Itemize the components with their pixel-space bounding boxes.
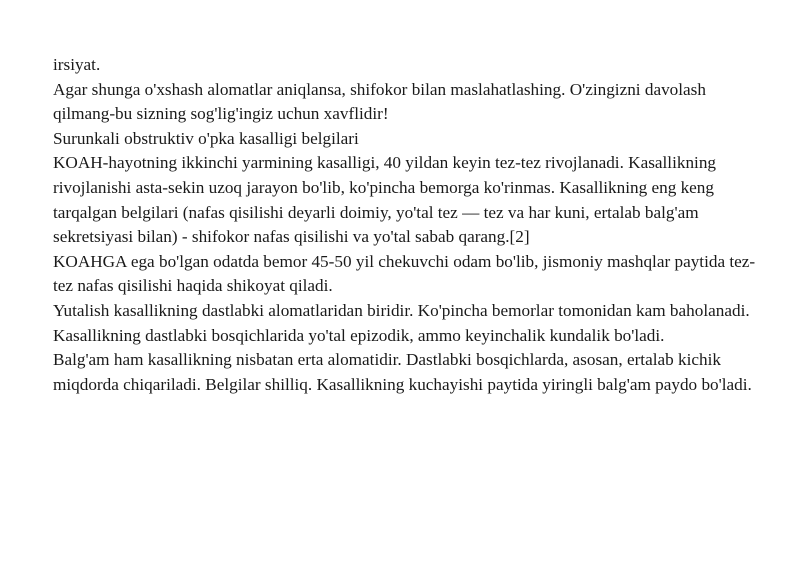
paragraph-copd-overview: KOAH-hayotning ikkinchi yarmining kasalligi, 40 yildan keyin tez-tez rivojlanadi. Kasallikning rivojlanishi asta-sekin uzoq jarayon bo'lib, ko'pincha bemorga ko'rinmas. Kasallikning eng keng tarqalgan belgilari (nafas qisilishi deyarli doimiy, yo'tal tez — tez va har kuni, ertalab balg'am sekretsiyasi bilan) - shifokor nafas qisilishi va yo'tal sabab qarang.[2] <box>53 153 717 247</box>
section-heading-copd-signs: Surunkali obstruktiv o'pka kasalligi belgilari <box>53 128 359 148</box>
paragraph-doctor-warning: Agar shunga o'xshash alomatlar aniqlansa, shifokor bilan maslahatlashing. O'zingizni davolash qilmang-bu sizning sog'lig'ingiz uchun xavflidir! <box>53 79 706 124</box>
document-body <box>53 53 763 397</box>
paragraph-heredity-tail: irsiyat. <box>53 55 101 74</box>
paragraph-sputum: Balg'am ham kasallikning nisbatan erta alomatidir. Dastlabki bosqichlarda, asosan, ertalab kichik miqdorda chiqariladi. Belgilar shilliq. Kasallikning kuchayishi paytida yiringli balg'am paydo bo'ladi. <box>53 350 752 394</box>
paragraph-typical-patient: KOAHGA ega bo'lgan odatda bemor 45-50 yil chekuvchi odam bo'lib, jismoniy mashqlar paytida tez-tez nafas qisilishi haqida shikoyat qiladi. <box>53 251 756 296</box>
paragraph-cough: Yutalish kasallikning dastlabki alomatlaridan biridir. Ko'pincha bemorlar tomonidan kam baholanadi. Kasallikning dastlabki bosqichlarida yo'tal epizodik, ammo keyinchalik kundalik bo'ladi. <box>53 300 750 345</box>
